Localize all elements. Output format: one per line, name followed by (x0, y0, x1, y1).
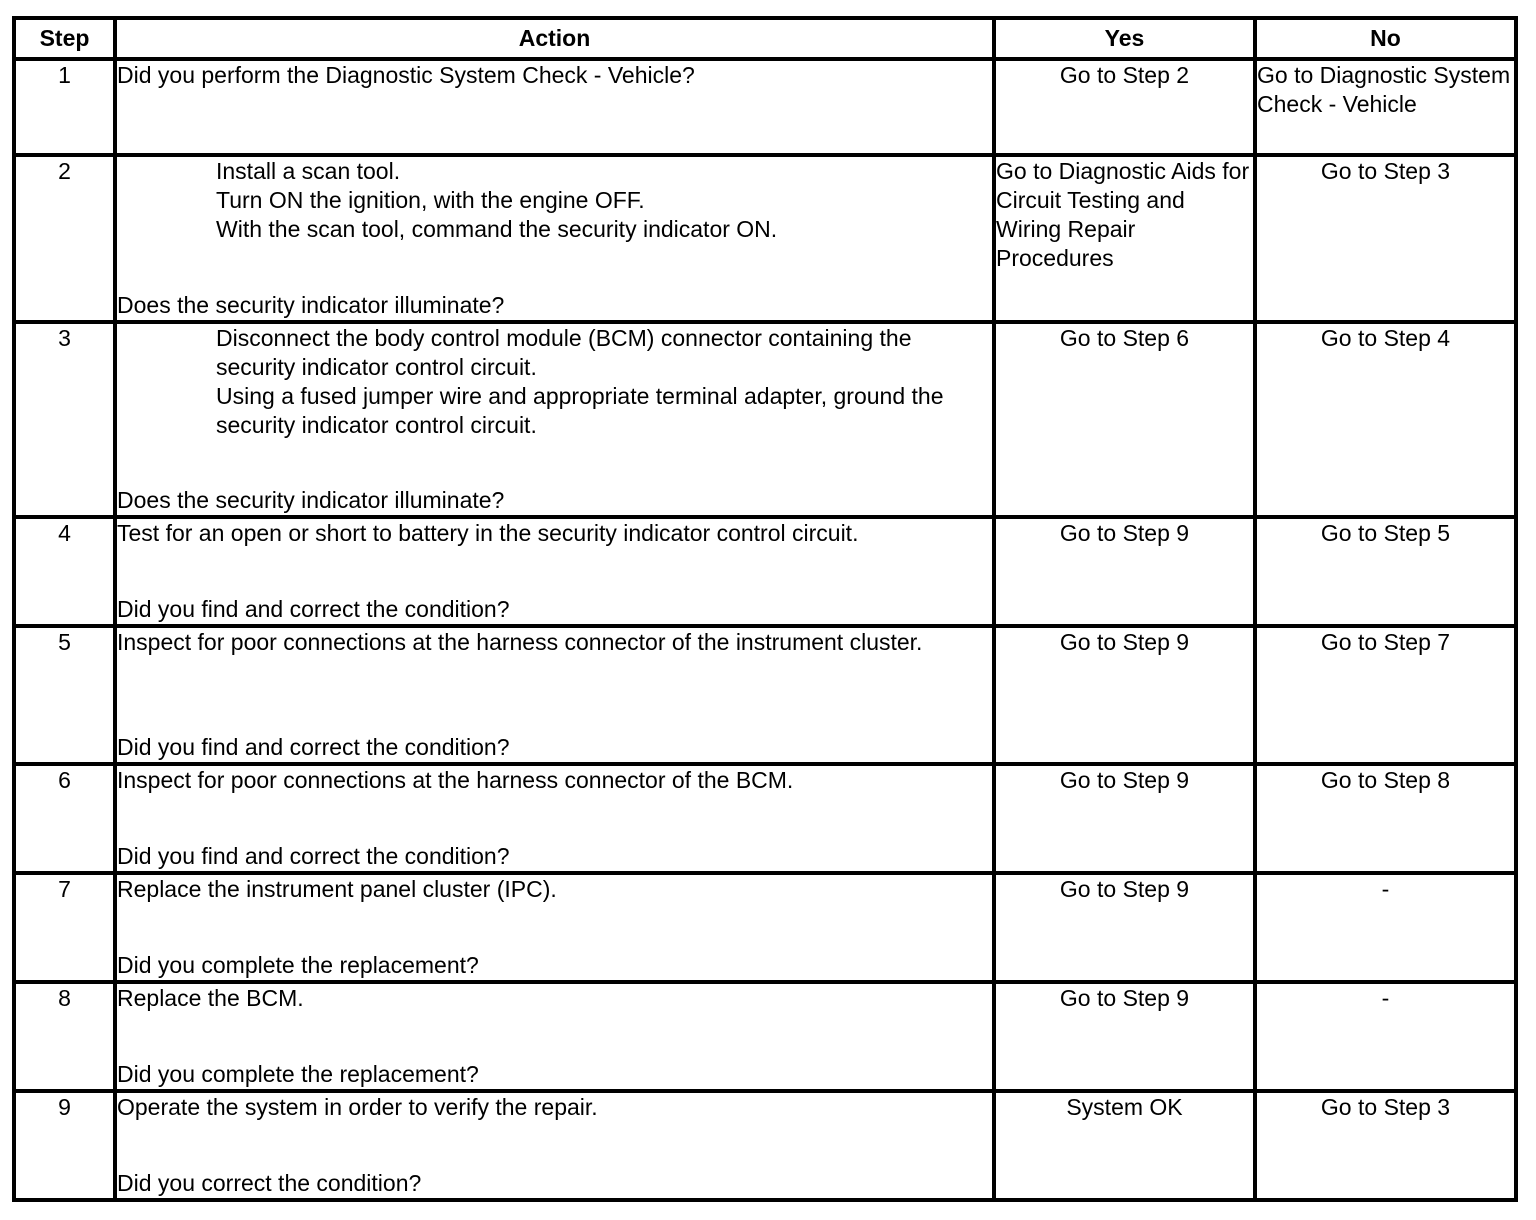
header-step: Step (14, 18, 115, 59)
action-text: Test for an open or short to battery in the security indicator control circuit. (117, 520, 859, 546)
action-cell (115, 1091, 994, 1200)
header-no: No (1255, 18, 1516, 59)
sub-step-item: With the scan tool, command the security indicator ON. (216, 216, 778, 242)
table-row (14, 982, 1516, 1091)
table-row (14, 517, 1516, 626)
yes-result: Go to Step 9 (994, 764, 1255, 873)
table-row (14, 155, 1516, 322)
action-question: Did you find and correct the condition? (117, 734, 510, 760)
yes-result: Go to Step 6 (994, 322, 1255, 517)
step-number: 3 (14, 322, 115, 517)
table-row (14, 873, 1516, 982)
header-yes: Yes (994, 18, 1255, 59)
table-row (14, 764, 1516, 873)
header-row (14, 18, 1516, 59)
sub-step-item: Install a scan tool. (216, 158, 401, 184)
action-text: Replace the instrument panel cluster (IPC). (117, 876, 557, 902)
action-text: Did you perform the Diagnostic System Check - Vehicle? (117, 62, 695, 88)
no-result: - (1255, 982, 1516, 1091)
yes-result: Go to Step 9 (994, 517, 1255, 626)
table-row (14, 1091, 1516, 1200)
action-text: Inspect for poor connections at the harness connector of the instrument cluster. (117, 629, 923, 655)
step-number: 1 (14, 59, 115, 155)
action-cell (115, 873, 994, 982)
yes-result: Go to Step 2 (994, 59, 1255, 155)
step-number: 4 (14, 517, 115, 626)
header-action: Action (115, 18, 994, 59)
step-number: 9 (14, 1091, 115, 1200)
action-cell (115, 59, 994, 155)
yes-result: Go to Step 9 (994, 982, 1255, 1091)
no-result: - (1255, 873, 1516, 982)
table-row (14, 59, 1516, 155)
action-question: Does the security indicator illuminate? (117, 292, 505, 318)
yes-result: Go to Step 9 (994, 626, 1255, 764)
action-question: Does the security indicator illuminate? (117, 487, 505, 513)
action-question: Did you find and correct the condition? (117, 843, 510, 869)
no-result: Go to Step 3 (1255, 155, 1516, 322)
step-number: 7 (14, 873, 115, 982)
no-result: Go to Step 3 (1255, 1091, 1516, 1200)
no-result: Go to Step 5 (1255, 517, 1516, 626)
sub-step-item: Turn ON the ignition, with the engine OFF. (216, 187, 645, 213)
sub-step-list (117, 157, 992, 244)
yes-result: Go to Step 9 (994, 873, 1255, 982)
action-question: Did you complete the replacement? (117, 1061, 479, 1087)
step-number: 2 (14, 155, 115, 322)
sub-step-item: Using a fused jumper wire and appropriate terminal adapter, ground the security indicator control circuit. (216, 383, 944, 438)
action-cell (115, 517, 994, 626)
yes-result: Go to Diagnostic Aids for Circuit Testing and Wiring Repair Procedures (994, 155, 1255, 322)
action-cell (115, 982, 994, 1091)
no-result: Go to Diagnostic System Check - Vehicle (1255, 59, 1516, 155)
step-number: 6 (14, 764, 115, 873)
action-text: Replace the BCM. (117, 985, 304, 1011)
step-number: 8 (14, 982, 115, 1091)
step-number: 5 (14, 626, 115, 764)
action-text: Inspect for poor connections at the harness connector of the BCM. (117, 767, 794, 793)
action-question: Did you correct the condition? (117, 1170, 422, 1196)
action-cell (115, 322, 994, 517)
sub-step-list (117, 324, 992, 440)
table-row (14, 322, 1516, 517)
no-result: Go to Step 8 (1255, 764, 1516, 873)
action-cell (115, 155, 994, 322)
table-row (14, 626, 1516, 764)
no-result: Go to Step 4 (1255, 322, 1516, 517)
action-question: Did you find and correct the condition? (117, 596, 510, 622)
diagnostic-table (12, 16, 1518, 1202)
sub-step-item: Disconnect the body control module (BCM) connector containing the security indicator control circuit. (216, 325, 912, 380)
action-cell (115, 764, 994, 873)
no-result: Go to Step 7 (1255, 626, 1516, 764)
action-question: Did you complete the replacement? (117, 952, 479, 978)
action-text: Operate the system in order to verify the repair. (117, 1094, 598, 1120)
yes-result: System OK (994, 1091, 1255, 1200)
action-cell (115, 626, 994, 764)
